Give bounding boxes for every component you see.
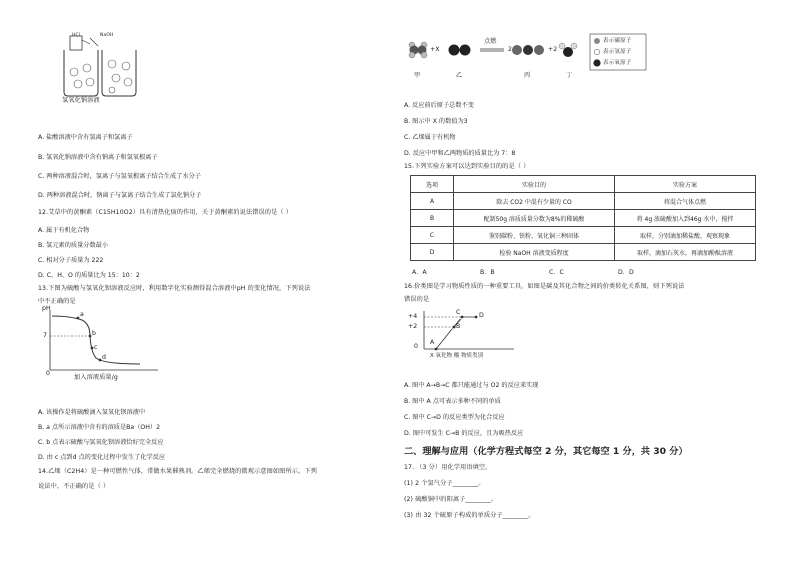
table-cell: D: [411, 244, 454, 261]
table-cell: A: [411, 193, 454, 210]
reaction-diagram: [404, 32, 666, 84]
name-jia: 甲: [414, 72, 421, 79]
q16-option-c: C. 图中 C→D 的反应类型为化合反应: [404, 414, 505, 421]
valence-class-figure: [406, 305, 518, 365]
point-b-label: b: [92, 330, 97, 337]
q11-option-a: A. 盐酸溶液中含有氢离子和氯离子: [38, 134, 133, 141]
q16-stem-line1: 16.价类图是学习物质性质的一种重要工具，如图是碳及其化合物之间的价类转化关系图，则下列说法: [404, 283, 685, 290]
q15-option-b: B．B: [480, 269, 495, 276]
experiment-table: [410, 175, 756, 261]
table-cell: C: [411, 227, 454, 244]
table-cell: 检验 NaOH 溶液变质程度: [454, 244, 615, 261]
name-yi: 乙: [456, 72, 463, 79]
q15-option-d: D．D: [618, 269, 634, 276]
ph-axis-label: pH: [42, 305, 51, 312]
q16-option-b: B. 图中 A 点可表示多种不同的单质: [404, 398, 501, 405]
table-cell: 配制50g 溶质质量分数为8%的稀硫酸: [454, 210, 615, 227]
figure-caption: 氢氧化钠溶液: [62, 97, 100, 104]
q11-option-c: C. 两种溶液混合时，氢离子与氢氧根离子结合生成了水分子: [38, 173, 201, 180]
table-row: [411, 210, 756, 227]
table-header-cell: 实验目的: [454, 176, 615, 193]
table-header-row: [411, 176, 756, 193]
name-ding: 丁: [566, 72, 573, 79]
legend-hydrogen: 表示氢原子: [603, 49, 632, 55]
q12-option-c: C. 相对分子质量为 222: [38, 257, 104, 264]
coefficient-2: 2: [508, 46, 513, 53]
q12-stem: 12.艾草中的黄酮素（C15H10O2）具有清热化痰的作用，关于黄酮素的说法错误的是（ ）: [38, 209, 293, 216]
q14-option-a: A. 反应前后原子总数不变: [404, 102, 474, 109]
q14-option-c: C. 乙烯属于有机物: [404, 134, 456, 141]
valence-plus2: +2: [408, 323, 418, 330]
point-d-label: d: [102, 354, 107, 361]
table-cell: 将 4g 浓硫酸加入到46g 水中，搅拌: [615, 210, 756, 227]
q16-option-a: A. 图中 A→B→C 都只能通过与 O2 的反应来实现: [404, 382, 539, 389]
q17-stem: 17. （3 分）用化学用语填空。: [404, 464, 492, 471]
point-c-label: c: [94, 344, 98, 351]
point-a-label: a: [80, 311, 84, 318]
q14-stem-line2: 说法中，不正确的是（ ）: [38, 483, 110, 490]
beaker-diagram: [60, 34, 140, 106]
ph-seven-label: 7: [43, 332, 48, 339]
q12-option-d: D. C、H、O 的质量比为 15：10：2: [38, 272, 140, 279]
name-bing: 丙: [524, 72, 531, 79]
table-cell: 取样，滴加石灰水，再滴加酚酞溶液: [615, 244, 756, 261]
point-B-label: B: [456, 323, 461, 330]
q14-option-d: D. 反应中甲和乙两物质的质量比为 7：8: [404, 150, 516, 157]
q14-stem-line1: 14.乙烯（C2H4）是一种可燃性气体，常做水果催熟剂。乙烯完全燃烧的微观示意图如图所示。下列: [38, 468, 317, 475]
plus-x: +X: [430, 46, 440, 53]
valence-x-axis-label: X 氧化物 酸 物质类别: [430, 353, 484, 359]
point-D-label: D: [479, 312, 484, 319]
q12-option-a: A. 属于有机化合物: [38, 227, 90, 234]
q13-stem-line1: 13.下图为硫酸与氢氧化钡溶液反应时，利用数字化实验测得混合溶液中pH 的变化情况，下列说法: [38, 285, 311, 292]
q17-item-2: (2) 硫酸铜中的阳离子________。: [404, 496, 498, 503]
ph-origin-label: 0: [46, 370, 51, 377]
legend-carbon: 表示碳原子: [603, 38, 632, 44]
section-two-heading: 二、理解与应用（化学方程式每空 2 分，其它每空 1 分，共 30 分）: [404, 446, 688, 457]
q11-option-b: B. 氢氧化钠溶液中含有钠离子和氢氧根离子: [38, 154, 158, 161]
table-header-cell: 选项: [411, 176, 454, 193]
valence-zero: 0: [414, 343, 419, 350]
q15-option-c: C．C: [549, 269, 564, 276]
table-cell: 除去 CO2 中混有少量的 CO: [454, 193, 615, 210]
q15-option-a: A．A: [412, 269, 427, 276]
table-row: [411, 227, 756, 244]
q16-stem-line2: 错误的是: [404, 296, 430, 303]
neutralization-figure: [60, 34, 140, 106]
point-C-label: C: [456, 309, 461, 316]
q11-option-d: D. 两种溶液混合时，钠离子与氯离子结合生成了氯化钠分子: [38, 192, 202, 199]
hcl-label: HCl: [72, 33, 81, 38]
q14-option-b: B. 图示中 X 的数值为3: [404, 118, 468, 125]
point-A-label: A: [430, 339, 435, 346]
naoh-label: NaOH: [100, 33, 114, 38]
q17-item-1: (1) 2 个氢气分子________。: [404, 480, 485, 487]
q13-option-c: C. b 点表示硫酸与氢氧化钡溶液恰好完全反应: [38, 439, 164, 446]
table-cell: 取样，分别滴加稀盐酸，观察现象: [615, 227, 756, 244]
table-row: [411, 193, 756, 210]
ph-x-axis-label: 加入溶液质量/g: [74, 374, 118, 381]
table-cell: B: [411, 210, 454, 227]
plus-2: +2: [548, 46, 558, 53]
table-cell: 鉴别碳粉、铁粉、氧化铜三种固体: [454, 227, 615, 244]
q13-option-a: A. 该操作是将硫酸滴入氢氧化钡溶液中: [38, 409, 146, 416]
table-row: [411, 244, 756, 261]
q15-stem: 15.下列实验方案可以达到实验目的的是（ ）: [404, 163, 530, 170]
table-header-cell: 实验方案: [615, 176, 756, 193]
q13-option-b: B. a 点所示溶液中含有的溶质是Ba（OH）2: [38, 424, 161, 431]
q16-option-d: D. 图中可发生 C→B 的反应，且为吸热反应: [404, 430, 524, 437]
table-cell: 将混合气体点燃: [615, 193, 756, 210]
q13-stem-line2: 中不正确的是: [38, 298, 76, 305]
q12-option-b: B. 氢元素的质量分数最小: [38, 242, 109, 249]
reaction-condition: 点燃: [484, 38, 497, 45]
ph-curve-figure: [40, 306, 160, 388]
legend-oxygen: 表示氧原子: [603, 60, 632, 66]
q13-option-d: D. 由 c 点到d 点的变化过程中发生了化学反应: [38, 454, 166, 461]
valence-plus4: +4: [408, 313, 418, 320]
q17-item-3: (3) 由 32 个硫原子构成的单质分子________。: [404, 512, 535, 519]
